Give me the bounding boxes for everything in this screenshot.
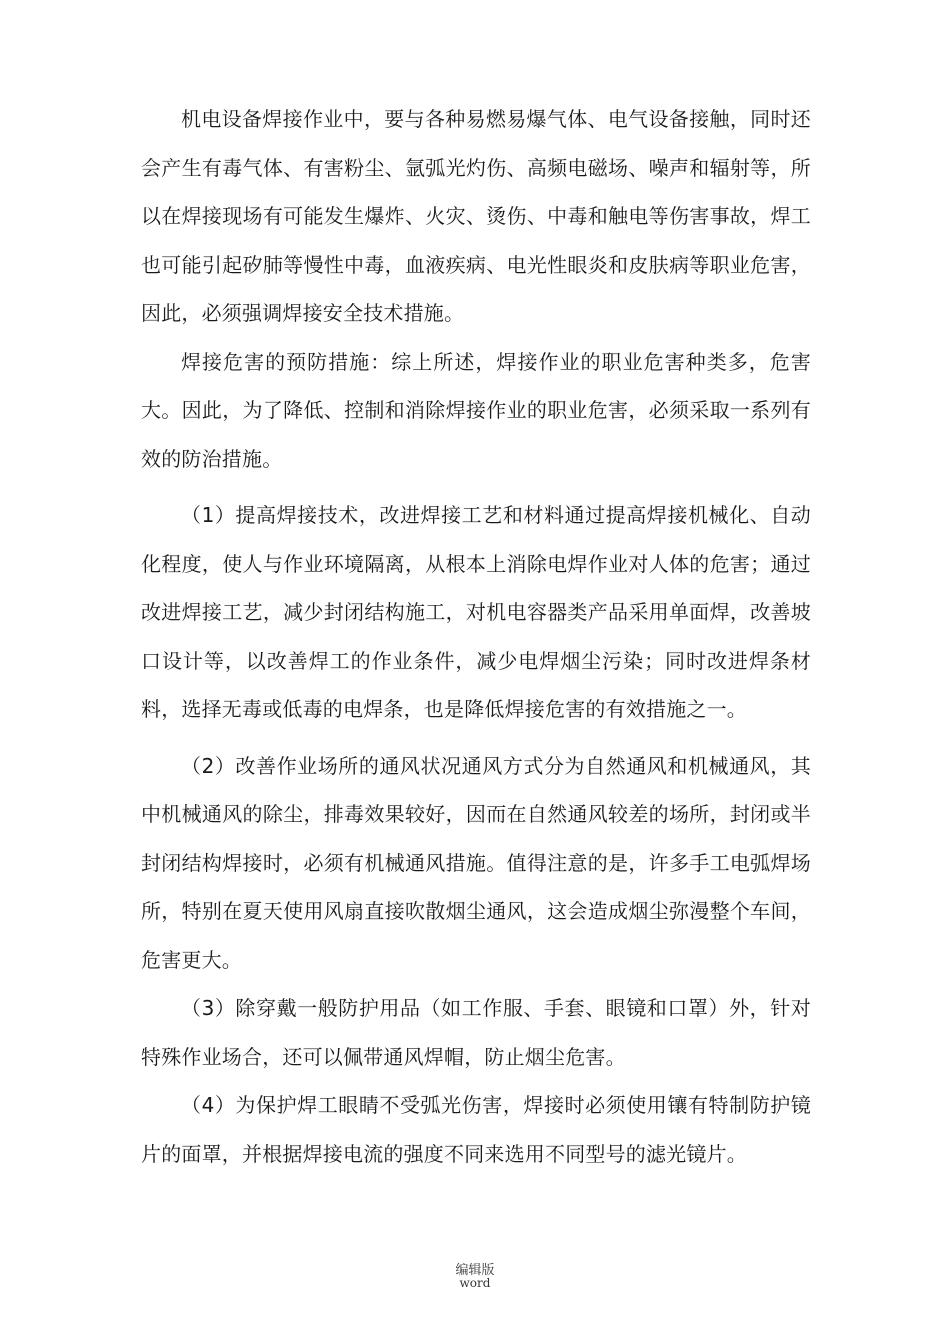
footer-label: 编辑版 — [455, 1263, 495, 1278]
footer-sublabel: word — [459, 1276, 491, 1290]
document-body — [141, 95, 811, 1178]
paragraph-prevention-summary: 焊接危害的预防措施：综上所述，焊接作业的职业危害种类多，危害大。因此，为了降低、控制和消除焊接作业的职业危害，必须采取一系列有效的防治措施。 — [141, 349, 811, 471]
paragraph-measure-4: （4）为保护焊工眼睛不受弧光伤害，焊接时必须使用镶有特制防护镜片的面罩，并根据焊接电流的强度不同来选用不同型号的滤光镜片。 — [141, 1093, 811, 1166]
paragraph-measure-3: （3）除穿戴一般防护用品（如工作服、手套、眼镜和口罩）外，针对特殊作业场合，还可以佩带通风焊帽，防止烟尘危害。 — [141, 996, 811, 1069]
paragraph-intro: 机电设备焊接作业中，要与各种易燃易爆气体、电气设备接触，同时还会产生有毒气体、有害粉尘、氩弧光灼伤、高频电磁场、噪声和辐射等，所以在焊接现场有可能发生爆炸、火灾、烫伤、中毒和触电等伤害事故，焊工也可能引起矽肺等慢性中毒，血液疾病、电光性眼炎和皮肤病等职业危害，因此，必须强调焊接安全技术措施。 — [141, 107, 811, 325]
paragraph-measure-1: （1）提高焊接技术，改进焊接工艺和材料通过提高焊接机械化、自动化程度，使人与作业环境隔离，从根本上消除电焊作业对人体的危害；通过改进焊接工艺，减少封闭结构施工，对机电容器类产品采用单面焊，改善坡口设计等，以改善焊工的作业条件，减少电焊烟尘污染；同时改进焊条材料，选择无毒或低毒的电焊条，也是降低焊接危害的有效措施之一。 — [141, 503, 811, 721]
paragraph-measure-2: （2）改善作业场所的通风状况通风方式分为自然通风和机械通风，其中机械通风的除尘，排毒效果较好，因而在自然通风较差的场所，封闭或半封闭结构焊接时，必须有机械通风措施。值得注意的是，许多手工电弧焊场所，特别在夏天使用风扇直接吹散烟尘通风，这会造成烟尘弥漫整个车间，危害更大。 — [141, 753, 811, 972]
